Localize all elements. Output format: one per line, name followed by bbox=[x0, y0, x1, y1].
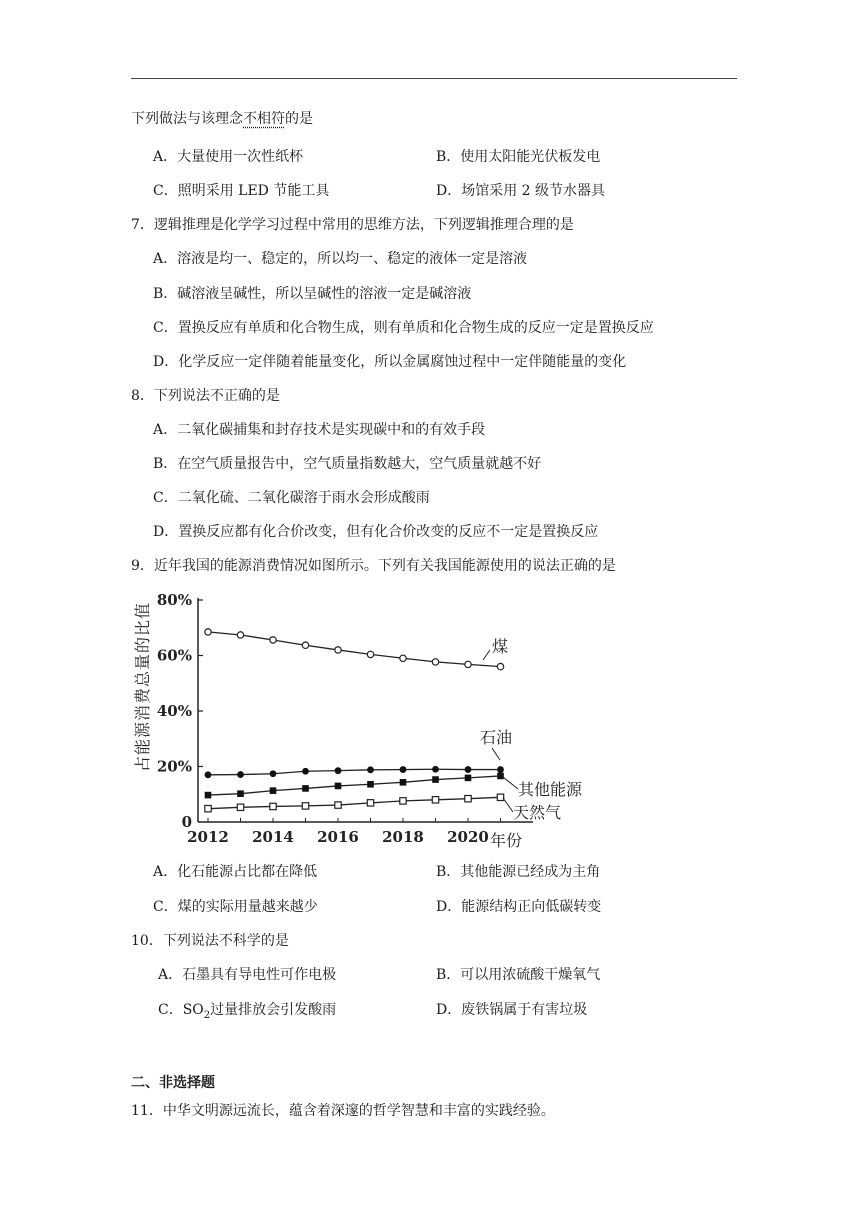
q6-option-b[interactable]: B．使用太阳能光伏板发电 bbox=[436, 149, 601, 165]
q8-option-b[interactable]: B．在空气质量报告中，空气质量指数越大，空气质量就越不好 bbox=[153, 456, 542, 472]
data-point bbox=[367, 800, 373, 806]
x-tick-label: 2014 bbox=[252, 828, 294, 846]
data-point bbox=[302, 642, 308, 648]
data-point bbox=[367, 781, 374, 788]
section-title: 二、非选择题 bbox=[131, 1075, 215, 1091]
data-point bbox=[367, 651, 373, 657]
option-text-pre: C．SO bbox=[158, 1002, 204, 1018]
data-point bbox=[302, 785, 309, 792]
energy-consumption-chart bbox=[128, 588, 598, 850]
q9-option-b[interactable]: B．其他能源已经成为主角 bbox=[436, 864, 601, 880]
q9-option-a[interactable]: A．化石能源占比都在降低 bbox=[153, 864, 318, 880]
data-point bbox=[497, 794, 503, 800]
data-point bbox=[432, 797, 438, 803]
y-tick-label: 60% bbox=[156, 646, 192, 665]
data-point bbox=[465, 795, 471, 801]
q6-stem-tail bbox=[131, 110, 313, 128]
data-point bbox=[335, 647, 341, 653]
option-text: D．废铁锅属于有害垃圾 bbox=[436, 1002, 588, 1018]
data-point bbox=[335, 767, 342, 774]
data-point bbox=[237, 804, 243, 810]
series-label: 天然气 bbox=[513, 803, 562, 822]
q10-option-a[interactable] bbox=[158, 966, 336, 984]
q10-option-c[interactable] bbox=[158, 1001, 336, 1025]
q10-stem: 10．下列说法不科学的是 bbox=[131, 933, 289, 949]
data-point bbox=[237, 632, 243, 638]
data-point bbox=[400, 655, 406, 661]
q8-option-a[interactable]: A．二氧化碳捕集和封存技术是实现碳中和的有效手段 bbox=[153, 422, 486, 438]
data-point bbox=[367, 766, 374, 773]
data-point bbox=[205, 771, 212, 778]
series-label-leader bbox=[503, 777, 518, 789]
q9-stem: 9．近年我国的能源消费情况如图所示。下列有关我国能源使用的说法正确的是 bbox=[131, 558, 616, 574]
q8-option-c[interactable]: C．二氧化硫、二氧化碳溶于雨水会形成酸雨 bbox=[153, 490, 430, 506]
series-label-leader bbox=[483, 650, 490, 660]
data-point bbox=[270, 803, 276, 809]
data-point bbox=[400, 798, 406, 804]
x-tick-label: 2020 bbox=[447, 828, 489, 846]
data-point bbox=[205, 629, 211, 635]
header-rule bbox=[131, 78, 737, 79]
series-label: 煤 bbox=[492, 637, 509, 656]
y-tick-label: 20% bbox=[156, 757, 192, 776]
x-axis-label: 年份 bbox=[490, 831, 523, 850]
q7-option-d[interactable]: D．化学反应一定伴随着能量变化，所以金属腐蚀过程中一定伴随能量的变化 bbox=[153, 354, 627, 370]
data-point bbox=[205, 805, 211, 811]
stem-emphasis: 不相符 bbox=[243, 111, 285, 127]
data-point bbox=[237, 771, 244, 778]
series-line-1 bbox=[208, 769, 501, 775]
data-point bbox=[465, 661, 471, 667]
x-tick-label: 2012 bbox=[187, 828, 229, 846]
y-tick-label: 80% bbox=[156, 591, 192, 609]
data-point bbox=[400, 779, 407, 786]
series-label-leader bbox=[492, 748, 500, 760]
data-point bbox=[432, 766, 439, 773]
data-point bbox=[465, 775, 472, 782]
data-point bbox=[465, 766, 472, 773]
q8-stem: 8．下列说法不正确的是 bbox=[131, 388, 280, 404]
q11-stem: 11．中华文明源远流长，蕴含着深邃的哲学智慧和丰富的实践经验。 bbox=[131, 1103, 555, 1119]
q9-option-d[interactable]: D．能源结构正向低碳转变 bbox=[436, 899, 602, 915]
q10-option-b[interactable] bbox=[436, 966, 600, 984]
data-point bbox=[432, 659, 438, 665]
series-line-0 bbox=[208, 632, 501, 667]
q7-option-c[interactable]: C．置换反应有单质和化合物生成，则有单质和化合物生成的反应一定是置换反应 bbox=[153, 320, 654, 336]
y-axis-label: 占能源消费总量的比值 bbox=[133, 601, 152, 772]
stem-prefix: 下列做法与该理念 bbox=[131, 111, 243, 127]
option-text: A．石墨具有导电性可作电极 bbox=[158, 967, 337, 983]
series-label: 石油 bbox=[480, 728, 513, 747]
stem-suffix: 的是 bbox=[285, 111, 313, 127]
q7-option-a[interactable]: A．溶液是均一、稳定的，所以均一、稳定的液体一定是溶液 bbox=[153, 251, 528, 267]
subscript-2: 2 bbox=[203, 1009, 211, 1021]
data-point bbox=[497, 766, 504, 773]
data-point bbox=[432, 776, 439, 783]
data-point bbox=[270, 770, 277, 777]
data-point bbox=[270, 637, 276, 643]
data-point bbox=[335, 783, 342, 790]
series-label: 其他能源 bbox=[518, 780, 583, 799]
x-tick-label: 2018 bbox=[382, 828, 424, 846]
q8-option-d[interactable]: D．置换反应都有化合价改变，但有化合价改变的反应不一定是置换反应 bbox=[153, 524, 599, 540]
q7-option-b[interactable]: B．碱溶液呈碱性，所以呈碱性的溶液一定是碱溶液 bbox=[153, 286, 472, 302]
data-point bbox=[302, 768, 309, 775]
data-point bbox=[400, 766, 407, 773]
q10-option-d[interactable] bbox=[436, 1001, 587, 1019]
option-text-post: 过量排放会引发酸雨 bbox=[210, 1002, 337, 1018]
y-tick-label: 0 bbox=[181, 813, 192, 831]
data-point bbox=[497, 663, 503, 669]
series-label-leader bbox=[503, 798, 513, 812]
y-tick-label: 40% bbox=[156, 702, 192, 720]
data-point bbox=[497, 773, 504, 780]
data-point bbox=[270, 787, 277, 794]
q7-stem: 7．逻辑推理是化学学习过程中常用的思维方法，下列逻辑推理合理的是 bbox=[131, 217, 574, 233]
data-point bbox=[237, 790, 244, 797]
series-line-3 bbox=[208, 797, 501, 808]
data-point bbox=[335, 802, 341, 808]
q6-option-d[interactable]: D．场馆采用 2 级节水器具 bbox=[436, 183, 606, 199]
series-line-2 bbox=[208, 776, 501, 795]
option-text: B．可以用浓硫酸干燥氧气 bbox=[436, 967, 601, 983]
data-point bbox=[302, 803, 308, 809]
data-point bbox=[205, 792, 212, 799]
q6-option-c[interactable]: C．照明采用 LED 节能工具 bbox=[153, 183, 330, 199]
x-tick-label: 2016 bbox=[317, 828, 359, 846]
q6-option-a[interactable]: A．大量使用一次性纸杯 bbox=[153, 149, 304, 165]
q9-option-c[interactable]: C．煤的实际用量越来越少 bbox=[153, 899, 318, 915]
